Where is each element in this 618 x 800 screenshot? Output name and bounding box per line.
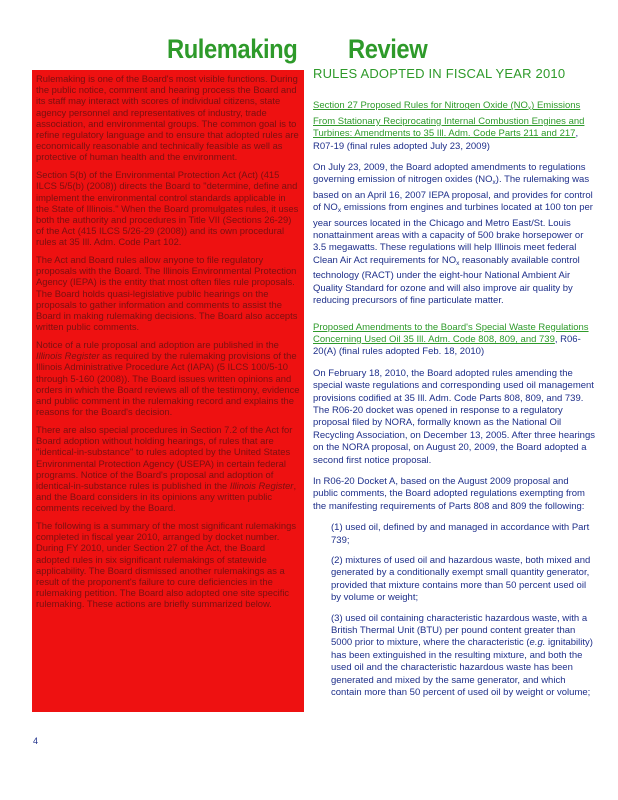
intro-paragraph-3: The Act and Board rules allow anyone to file regulatory proposals with the Board. The Illinois Environmental Protection Agency (IEPA) is the entity that most often files rule proposals. The Board holds quasi-legislative public hearings on the proposals to gather information and comments to assist the Board in making rulemaking decisions. The Board also accepts written public comments. [36,254,298,333]
title-review: Review [348,34,428,64]
exemption-item-1: (1) used oil, defined by and managed in accordance with Part 739; [331,522,590,546]
page-number: 4 [33,736,39,746]
rule-r07-19-link[interactable]: Section 27 Proposed Rules for Nitrogen Oxide $(NO_x)$ Emissions From Stationary Reciprocating Internal Combustion Engines and Turbines: Amendments to 35 Ill. Adm. Code Parts 211 and 217 [313,100,585,140]
intro-paragraph-1: Rulemaking is one of the Board's most visible functions. During the public notice, comment and hearing process the Board and its staff may interact with scores of individual citizens, state agency personnel and representatives of industry, trade association, and environmental groups. The common goal is to refine regulatory language and to ensure that adopted rules are economically reasonable and technically feasible as well as protective of human health and the environment. [36,73,299,163]
rule-r06-20a-body-2: In R06-20 Docket A, based on the August 2009 proposal and public comments, the Board adopted regulations exempting from the manifesting requirements of Parts 808 and 809 the following: [313,475,585,512]
illinois-register-ref: Illinois Register [229,479,294,491]
intro-paragraph-5: There are also special procedures in Section 7.2 of the Act for Board adoption without holding hearings, of rules that are "identical-in-substance" to rules adopted by the United States Environmental Protection Agency (USEPA) in certain federal programs. Notice of the Board's proposal and adoption of identical-in-substance rules is published in the Illinois Register, and the Board considers in its opinions any written public comments received by the Board. [36,423,297,514]
rule-r06-20a-body: On February 18, 2010, the Board adopted rules amending the special waste regulations and corresponding used oil management provisions codified at 35 Ill. Adm. Code Parts 808, 809, and 739. The R06-20 docket was opened in response to a regulatory proposal filed by NORA, formally known as the National Oil Recycling Association, on December 13, 2005. After three hearings on the NORA proposal, on August 20, 2009, the Board adopted a second first notice proposal. [313,367,595,466]
exemption-item-2: (2) mixtures of used oil and hazardous waste, both mixed and generated by a conditionally exempt small quantity generator, provided that mixture contains more than 50 percent used oil by volume or weight; [331,555,591,604]
right-rules-column [313,68,595,707]
title-rulemaking: Rulemaking [167,34,298,64]
rule-r07-19-body: On July 23, 2009, the Board adopted amendments to regulations governing emission of nitrogen oxides $(NO_x)$. The rulemaking was based on an April 16, 2007 IEPA proposal, and provides for control of $NO_x$ emissions from engines and turbines located at 100 ton per year sources located in the Chicago and Metro East/St. Louis nonattainment areas with a capacity of 500 brake horsepower or 3.5 megawatts. These regulations will help Illinois meet federal Clean Air Act requirements for $NO_x$ reasonably available control technology (RACT) under the eight-hour National Ambient Air Quality Standard for ozone and will also improve air quality by reducing precursors of fine particulate matter. [313,162,593,307]
rule-r07-19-heading: Section 27 Proposed Rules for Nitrogen Oxide $(NO_x)$ Emissions From Stationary Reciprocating Internal Combustion Engines and Turbines: Amendments to 35 Ill. Adm. Code Parts 211 and 217, R07-19 (final rules adopted July 23, 2009) [313,100,585,152]
intro-paragraph-4: Notice of a rule proposal and adoption are published in the Illinois Register as required by the rulemaking provisions of the Illinois Administrative Procedure Act (IAPA) (5 ILCS 100/5-10 through 5-160 (2008)). The Board issues written opinions and orders in which the Board reviews all of the testimony, evidence and public comment in the rulemaking record and explains the reasons for the Board's decision. [36,338,300,418]
intro-paragraph-6: The following is a summary of the most significant rulemakings completed in fiscal year 2010, arranged by docket number. During FY 2010, under Section 27 of the Act, the Board adopted rules in six significant rulemakings of statewide applicability. The Board dismissed another rulemakings as a result of the proponent's failure to cure deficiencies in the rulemaking petition. The Board also adopted one site specific rulemaking. These actions are briefly summarized below. [36,520,297,610]
intro-paragraph-2: Section 5(b) of the Environmental Protection Act (Act) (415 ILCS 5/5(b) (2008)) directs the Board to "determine, define and implement the environmental control standards applicable in the State of Illinois." When the Board promulgates rules, it uses both the authority and procedures in Title VII (Sections 26-29) of the Act (415 ILCS 5/26-29 (2008)) and its own procedural rules at 35 Ill. Adm. Code Part 102. [36,169,299,248]
section-title: RULES ADOPTED IN FISCAL YEAR 2010 [313,66,566,81]
exemption-item-3: (3) used oil containing characteristic hazardous waste, with a British Thermal Unit (BTU) per pound content greater than 5000 prior to mixture, where the characteristic (e.g. ignitability) has been extinguished in the resulting mixture, and both the used oil and the characteristic hazardous waste has been generated and mixed by the same generator, and which contain more than 50 percent of used oil by weight or volume; [331,612,593,699]
left-intro-panel [32,70,304,712]
rule-r06-20a-link[interactable]: Proposed Amendments to the Board's Special Waste Regulations Concerning Used Oil 35 Ill. Adm. Code 808, 809, and 739 [313,321,589,345]
illinois-register-ref: Illinois Register [36,350,100,362]
rule-r06-20a-heading: Proposed Amendments to the Board's Special Waste Regulations Concerning Used Oil 35 Ill. Adm. Code 808, 809, and 739, R06-20(A) (final rules adopted Feb. 18, 2010) [313,321,589,358]
